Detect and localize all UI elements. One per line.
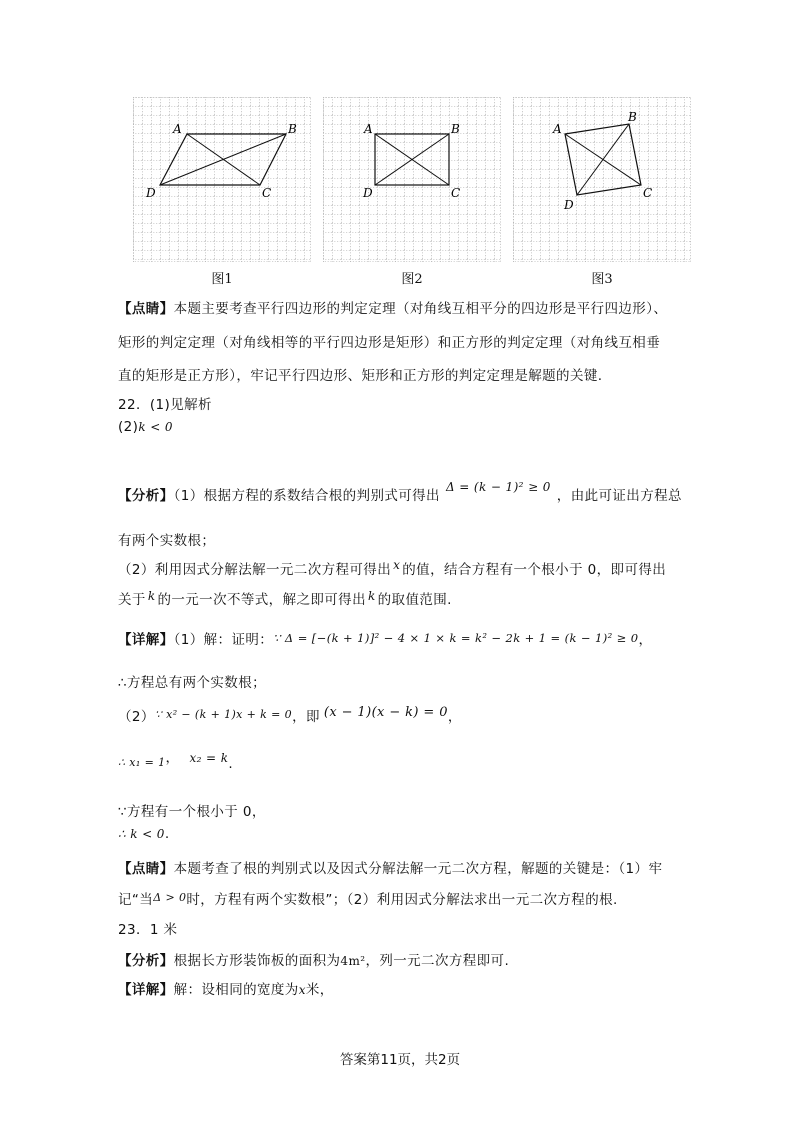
q22-analysis-line-2: 有两个实数根； bbox=[118, 533, 216, 549]
area-math: 4m² bbox=[340, 954, 366, 968]
q23-analysis bbox=[118, 949, 509, 969]
q22-number: 22．(1)见解析 bbox=[118, 397, 212, 413]
detail-text: . bbox=[228, 756, 234, 772]
detail-text: （1）解：证明： bbox=[173, 632, 274, 648]
q22-comment-line-1 bbox=[118, 857, 662, 877]
factored-equation: (x − 1)(x − k) = 0 bbox=[323, 705, 448, 720]
analysis-text: （1）根据方程的系数结合根的判别式可得出 bbox=[173, 488, 440, 504]
discriminant-derivation: ∵ Δ = [−(k + 1)]² − 4 × 1 × k = k² − 2k + 1 = (k − 1)² ≥ 0 bbox=[273, 631, 639, 645]
q22-detail-line-3 bbox=[118, 705, 462, 725]
figure-2-grid bbox=[323, 97, 501, 262]
q22-analysis-line-1 bbox=[118, 480, 682, 504]
analysis-text: 的一元一次不等式，解之即可得出 bbox=[157, 592, 366, 608]
conclusion: ∴ k < 0 bbox=[118, 827, 165, 841]
analysis-tag: 【分析】 bbox=[118, 488, 174, 504]
label-b: B bbox=[451, 122, 460, 136]
root-x2: x₂ = k bbox=[189, 751, 229, 765]
var-k: k bbox=[367, 589, 376, 603]
analysis-text: 的值，结合方程有一个根小于 0，即可得出 bbox=[402, 562, 667, 578]
detail-tag: 【详解】 bbox=[118, 982, 174, 998]
comment-21-line-2: 矩形的判定定理（对角线相等的平行四边形是矩形）和正方形的判定定理（对角线互相垂 bbox=[118, 335, 661, 351]
root-x1: ∴ x₁ = 1 bbox=[118, 756, 166, 769]
analysis-text: ，由此可证出方程总 bbox=[556, 488, 682, 504]
detail-tag: 【详解】 bbox=[118, 632, 174, 648]
figure-3-caption: 图3 bbox=[591, 272, 613, 287]
detail-text: ， bbox=[447, 709, 462, 725]
comment-text: 记“当 bbox=[118, 892, 154, 908]
var-x: x bbox=[393, 558, 401, 572]
detail-text: 解：设相同的宽度为 bbox=[173, 982, 299, 998]
analysis-tag: 【分析】 bbox=[118, 953, 174, 969]
detail-text: ，即 bbox=[292, 709, 320, 725]
label-d: D bbox=[363, 186, 373, 200]
q22-detail-line-4 bbox=[118, 746, 234, 772]
answer-prefix: (2) bbox=[118, 419, 139, 435]
var-x: x bbox=[298, 983, 306, 997]
comment-tag: 【点睛】 bbox=[118, 301, 174, 317]
q23-detail bbox=[118, 978, 334, 998]
detail-text: ， bbox=[638, 632, 653, 648]
figure-1-grid bbox=[133, 97, 311, 262]
equation: ∵ x² − (k + 1)x + k = 0 bbox=[154, 708, 293, 721]
discriminant-math: Δ = (k − 1)² ≥ 0 bbox=[445, 480, 551, 494]
label-a: A bbox=[364, 122, 373, 136]
label-a: A bbox=[173, 122, 182, 136]
comment-text: 时，方程有两个实数根”；（2）利用因式分解法求出一元二次方程的根. bbox=[186, 892, 618, 908]
page-footer: 答案第11页，共2页 bbox=[339, 1052, 461, 1068]
figure-3 bbox=[513, 97, 691, 262]
figure-3-grid bbox=[513, 97, 691, 262]
figure-2 bbox=[323, 97, 501, 262]
label-a: A bbox=[553, 122, 562, 136]
var-k: k bbox=[147, 589, 156, 603]
label-d: D bbox=[146, 186, 156, 200]
label-c: C bbox=[643, 186, 653, 200]
detail-text: ， bbox=[165, 750, 180, 766]
q22-comment-line-2 bbox=[118, 888, 618, 908]
q22-detail-line-5: ∵方程有一个根小于 0， bbox=[118, 804, 266, 820]
discriminant-positive: Δ > 0 bbox=[153, 891, 187, 904]
q22-answer-2 bbox=[118, 419, 173, 435]
q22-detail-line-1 bbox=[118, 628, 652, 648]
q22-detail-line-6 bbox=[118, 826, 170, 842]
q23-number: 23．1 米 bbox=[118, 922, 178, 938]
figure-2-caption: 图2 bbox=[401, 272, 423, 287]
label-b: B bbox=[288, 122, 297, 136]
q22-analysis-line-3 bbox=[118, 558, 666, 578]
detail-text: . bbox=[164, 826, 170, 842]
answer-math: k < 0 bbox=[138, 420, 173, 434]
comment-tag: 【点睛】 bbox=[118, 861, 174, 877]
comment-text: 本题主要考查平行四边形的判定定理（对角线互相平分的四边形是平行四边形）、 bbox=[173, 301, 668, 317]
figure-1 bbox=[133, 97, 311, 262]
figure-1-caption: 图1 bbox=[211, 272, 233, 287]
analysis-text: （2）利用因式分解法解一元二次方程可得出 bbox=[118, 562, 392, 578]
analysis-text: 根据长方形装饰板的面积为 bbox=[173, 953, 341, 969]
q22-analysis-line-4 bbox=[118, 588, 452, 608]
analysis-text: 的取值范围. bbox=[377, 592, 452, 608]
detail-text: （2） bbox=[118, 709, 155, 725]
comment-21-line-3: 直的矩形是正方形），牢记平行四边形、矩形和正方形的判定定理是解题的关键. bbox=[118, 368, 603, 384]
comment-21-line-1 bbox=[118, 297, 667, 317]
comment-text: 本题考查了根的判别式以及因式分解法解一元二次方程，解题的关键是：（1）牢 bbox=[173, 861, 663, 877]
label-b: B bbox=[628, 110, 637, 124]
analysis-text: ，列一元二次方程即可. bbox=[365, 953, 510, 969]
label-c: C bbox=[262, 186, 272, 200]
q22-detail-line-2: ∴方程总有两个实数根； bbox=[118, 675, 266, 691]
analysis-text: 关于 bbox=[118, 592, 146, 608]
label-d: D bbox=[564, 198, 574, 212]
detail-text: 米， bbox=[305, 982, 334, 998]
label-c: C bbox=[451, 186, 461, 200]
